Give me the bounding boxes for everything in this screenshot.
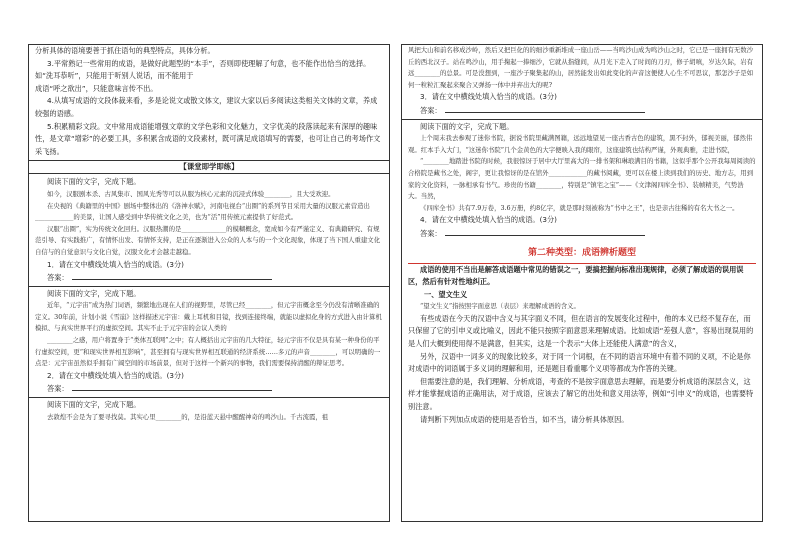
intro-tip-3-end: 成语“呼之欲出”，只能意味言传不出。 bbox=[35, 83, 158, 93]
passage-1-para-3: 汉服“出圈”，实为传统文化回归。汉服热潮的是______________的模糊概念，宽成如今有严谨定义、有典籍研究、有规范引导、有实践推广，有情怀出发、有情怀支持，是正在逐渐进入公众的人本与的一个文化现象，体现了当下国人重建文化自信与的自觉意识与文化自觉，汉服文化才会越走越稳。 bbox=[35, 224, 381, 256]
intro-line-1: 分析具体的语境要善于抓住语句的典型特点，具体分析。 bbox=[35, 46, 215, 55]
answer-blank-2[interactable] bbox=[72, 382, 272, 391]
divider bbox=[29, 286, 389, 287]
answer-blank-1[interactable] bbox=[72, 271, 272, 280]
passage-4-para-1: 上个周末我去参观了迷你书院，据说书院里藏满图籍，远远地望见一座古香古色的建筑，黑不封外，郁视美丽，郁然伟观。红本手入大门，“这迷你书院”几个金黄色的大字便映入我的眼帘，这座建筑也结构严谨，外观典雅，走进书院， bbox=[408, 134, 753, 154]
divider bbox=[402, 119, 762, 120]
answer-label: 答案： bbox=[420, 228, 442, 238]
point-1-para-2: 另外，汉语中一词多义的现象比较多，对于同一个词根，在不同的语言环境中有着不同的义项，不论是你对成语中的词语属于多义词的理解和用，还是题目看重哪个义项等都成为作答的关键。 bbox=[408, 351, 751, 374]
question-4: 4．请在文中横线处填入恰当的成语。(3分) bbox=[420, 215, 557, 225]
point-1-para-3: 但需要注意的是，我们理解、分析成语，考查的不是按字面意思去理解，而是要分析成语的深层含义，这样才能掌握成语的正确用法，对于成语，应该去了解它的出处和意义用法等，例如“引申义”的成语，也需要特别注意。 bbox=[408, 376, 754, 412]
practice-box-title: 【课堂即学即练】 bbox=[29, 160, 389, 174]
passage-1-para-1: 如今，汉服剧本杀、古风集市、国风光秀等可以从服为核心元素的沉浸式体验________，且大受欢迎。 bbox=[47, 189, 335, 198]
intro-tip-5: 5.积累精彩文段。文中常用成语能增强文章的文学色彩和文化魅力，文字优美的段落读起来有深厚的趣味性，是文章“增彩”的必要工具，多积累含成语的文段素材，既可满足成语填写的需要，也可让自己的考场作文采飞扬。 bbox=[35, 121, 381, 156]
answer-row-2 bbox=[29, 382, 389, 396]
answer-blank-3[interactable] bbox=[445, 104, 645, 113]
right-column bbox=[401, 44, 763, 522]
divider bbox=[29, 397, 389, 398]
intro-tip-3: 3.平常熟记一些常用的成语，是做好此题型的“本手”，否则即使理解了句意，也不能作出恰当的选择。如“洗耳恭听”，只能用于听别人说话，而不能用于 bbox=[35, 58, 371, 81]
question-1: 1．请在文中横线处填入恰当的成语。(3分) bbox=[47, 259, 184, 269]
left-column bbox=[28, 44, 390, 522]
passage-3-start: 去敦煌不会是为了要寻找莫。其实心里________的，是沿蓝天悬中醒醒神奇的鸣沙山。千古流霞，祖 bbox=[47, 412, 329, 421]
passage-2-para-2: ________之感，用户将置身于“类体互联网”之中；有人概括出元宇宙的几大特征，轻元宇宙不仅是具有某一种身份的平行虚拟空间，更“和现实世界相互影响”，甚至拥有与现实世界相互联通的经济系统……多元的声音________，可以明确的一点是：元宇宙虽然似乎拥有广阔空间的市场前景，但对于这样一个新兴的事物，我们需要保持清醒的辩证思考。 bbox=[35, 336, 381, 368]
answer-row-3 bbox=[402, 104, 762, 118]
section-2-title: 第二种类型：成语辨析题型 bbox=[527, 247, 636, 258]
point-1-para-4: 请判断下列加点成语的使用是否恰当，如不当，请分析具体原因。 bbox=[420, 414, 629, 424]
point-1-definition: “望文生义”指按照字面意思（表层）来理解成语的含义。 bbox=[420, 302, 580, 311]
section-2-intro: 成语的使用不当出是解答成语题中常见的错误之一，要搞把握向标准出现规律，必须了解成语的误用误区，然后有针对性地纠正。 bbox=[408, 264, 744, 287]
point-1-title: 一、望文生义 bbox=[424, 289, 468, 299]
question-2: 2．请在文中横线处填入恰当的成语。(3分) bbox=[47, 370, 184, 380]
question-3: 3．请在文中横线处填入恰当的成语。(3分) bbox=[420, 92, 557, 102]
read-prompt-1: 阅读下面的文字，完成下题。 bbox=[47, 177, 141, 187]
point-1-para-1: 有些成语在今天的汉语中含义与其字面义不同，但在语言的发展变化过程中，他的本义已经不复存在，而只保留了它的引申义或比喻义，因此不能只按照字面意思来理解成语。比如成语“差强人意”，容易出现误用的是人们大概到使用得不是满意，但其实，这是一个表示“大体上还能使人满意”的含义， bbox=[408, 313, 754, 349]
passage-4-para-3: 《四库全书》共有7.9万卷，3.6万册，约8亿字，就是那时刻被称为“书中之王”，也是亲古往稀的有名大书之一。 bbox=[420, 203, 739, 212]
passage-2-para-1: 近年，“元宇宙”成为热门词语，频繁地出现在人们的视野里，尽管已经________，但元宇宙概念至今仍没有清晰准确的定义。30年前，计划小说《雪崩》这样描述元宇宙：戴上耳机和目镜，找到连接终端，就能以虚拟化身的方式进入由计算机模拟、与真实世界平行的虚拟空间。其实不止于元宇宙的会议人类的 bbox=[35, 301, 382, 333]
passage-4-para-2: “________地踏进书院的时候，我很惊讶于居中大厅里高大的一排书架和琳琅满目的书籍，这似乎那个公开我每周阅读的合格院是藏书之处，阁宇，更让我惊讶的是在馆外____________的藏书阅藏，更可以在楼上读到我们的历史、地方志，用到家的文化资料，一脉相承有书气。珍贵的书籍________，特别是“镇宅之宝”——《文津阁四库全书》、装帧精美，气势浩大。当然， bbox=[408, 157, 756, 201]
read-prompt-2: 阅读下面的文字，完成下题。 bbox=[47, 288, 141, 298]
passage-1-para-2: 在央视的《典籍里的中国》剧场中整体出的《洛神水赋》，河南电视台“出圈”的系列节目采用大量的汉服元素营造出____________的美景，让国人感受到中华传统文化之美，也为“活”用传统元素提供了好范式。 bbox=[35, 201, 370, 222]
answer-row-4 bbox=[402, 227, 762, 241]
answer-row-1 bbox=[29, 271, 389, 285]
answer-label: 答案： bbox=[47, 273, 69, 283]
answer-blank-4[interactable] bbox=[445, 227, 645, 236]
answer-label: 答案： bbox=[47, 384, 69, 394]
answer-label: 答案： bbox=[420, 105, 442, 115]
read-prompt-4: 阅读下面的文字，完成下题。 bbox=[420, 121, 514, 131]
read-prompt-3: 阅读下面的文字，完成下题。 bbox=[47, 400, 141, 410]
passage-3-continued: 风把大山和前名移成沙岭，然后又把巨化的的细沙重新堆成一座山岳——当鸣沙山成为鸣沙山之时，它已是一座拥有无数沙丘的西北汉子。站在鸣沙山，用手掬起一捧细沙，它就从指缝间，从月光下走入了时间的刀刃，修子胡嗔，岁达久际，岩有远________的总景。可是没想到，一座沙子聚集起的山，居然能发出如此变化的声音这便使人心生不可思议，那怎沙子是如何一粒粒汇聚起来聚合又弹扬一体中并弃出大的呢? bbox=[408, 46, 754, 89]
intro-tip-4: 4.从填写成语的文段体裁来看，多是论说文或散文体文，建议大家以后多阅读这类相关文体的文章，养成较强的语感。 bbox=[35, 96, 378, 118]
